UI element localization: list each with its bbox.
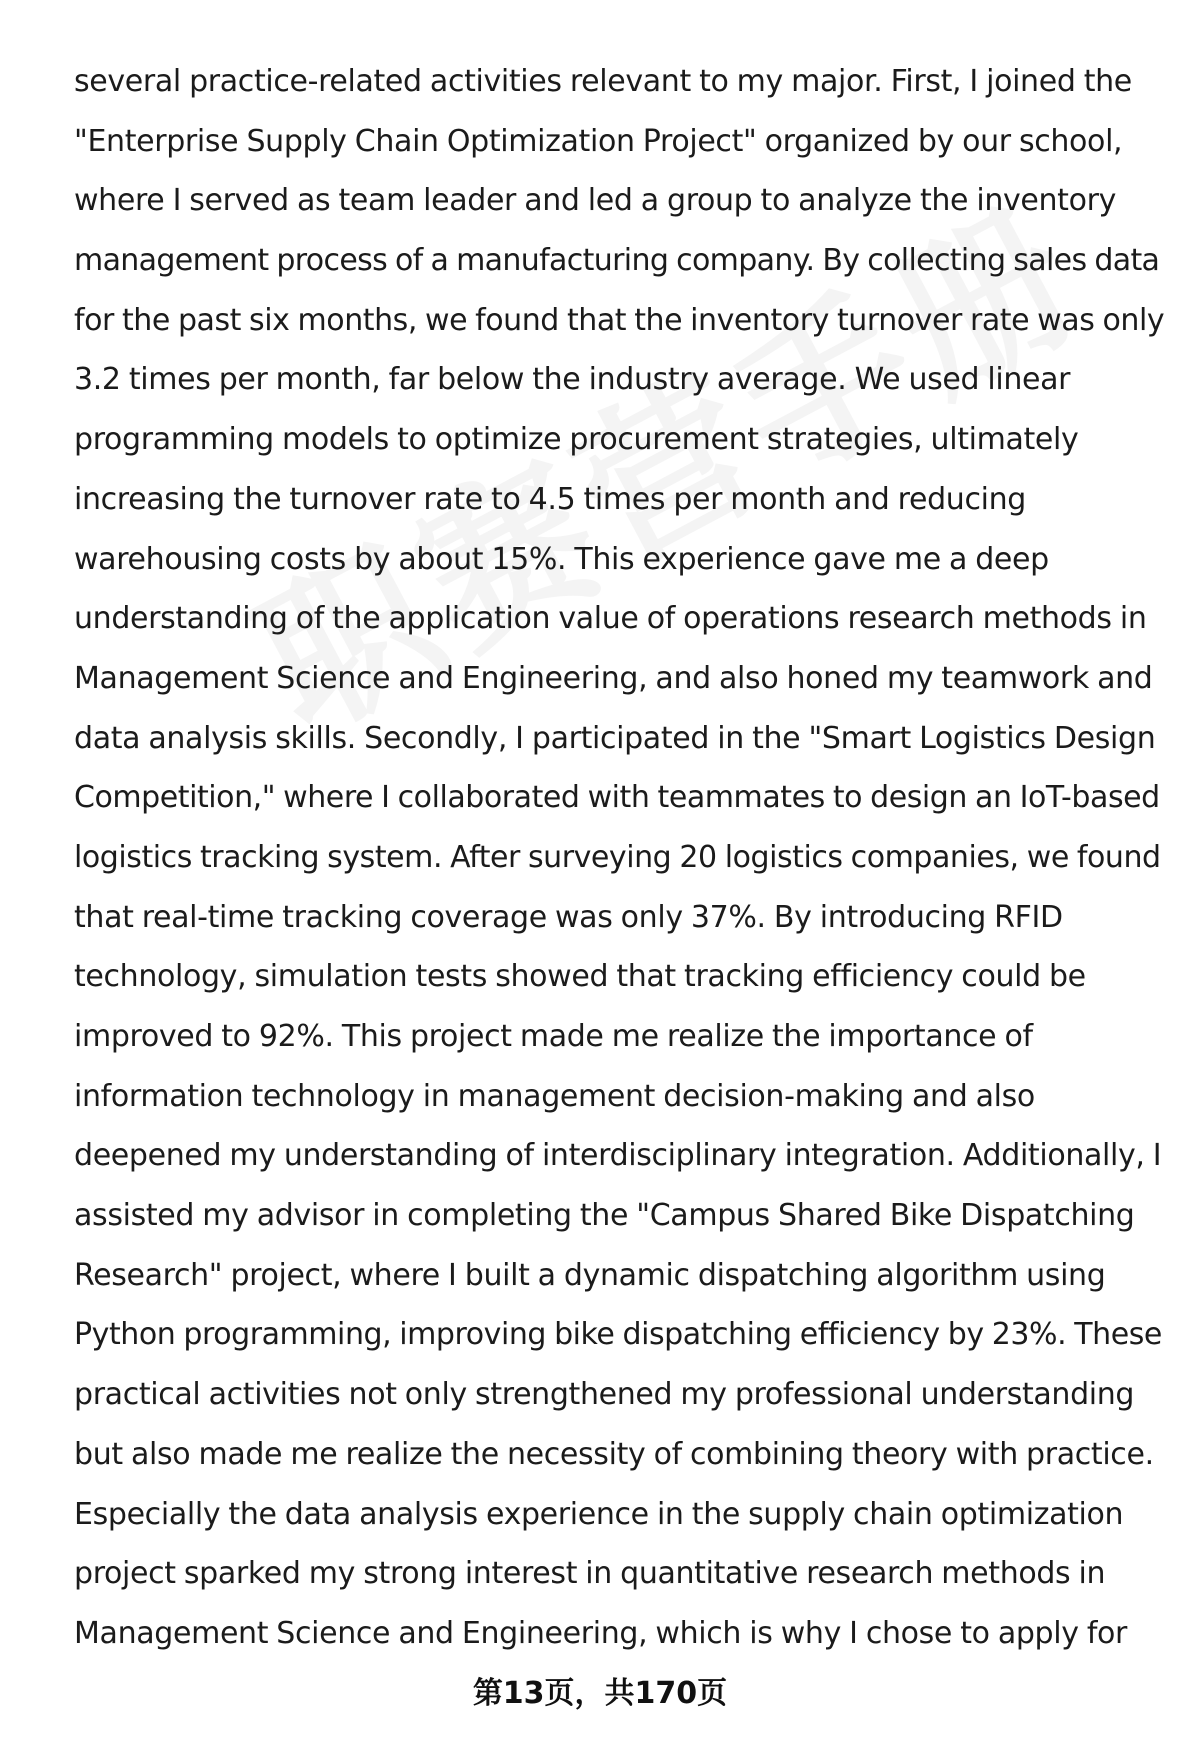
- text-line: for the past six months, we found that the inventory turnover rate was only: [74, 302, 1165, 338]
- text-line: where I served as team leader and led a group to analyze the inventory: [74, 183, 1116, 219]
- text-line: Especially the data analysis experience in the supply chain optimization: [74, 1496, 1124, 1532]
- text-line: management process of a manufacturing company. By collecting sales data: [74, 243, 1160, 279]
- text-line: Python programming, improving bike dispatching efficiency by 23%. These: [74, 1317, 1162, 1353]
- text-line: several practice-related activities relevant to my major. First, I joined the: [74, 64, 1132, 99]
- body-text: [74, 52, 1164, 1664]
- text-line: programming models to optimize procurement strategies, ultimately: [74, 422, 1079, 458]
- text-line: logistics tracking system. After surveying 20 logistics companies, we found: [74, 839, 1161, 875]
- text-line: but also made me realize the necessity of combining theory with practice.: [74, 1436, 1154, 1472]
- text-line: technology, simulation tests showed that tracking efficiency could be: [74, 959, 1086, 995]
- text-line: Management Science and Engineering, which is why I chose to apply for: [74, 1615, 1128, 1651]
- text-line: that real-time tracking coverage was only 37%. By introducing RFID: [74, 899, 1063, 935]
- page-number-footer: 第13页，共170页: [472, 1676, 728, 1711]
- text-line: increasing the turnover rate to 4.5 times per month and reducing: [74, 481, 1026, 517]
- text-line: information technology in management decision-making and also: [74, 1078, 1035, 1114]
- text-line: 3.2 times per month, far below the industry average. We used linear: [74, 362, 1071, 398]
- text-line: assisted my advisor in completing the "Campus Shared Bike Dispatching: [74, 1198, 1135, 1234]
- text-line: Competition," where I collaborated with teammates to design an IoT-based: [74, 780, 1160, 816]
- text-line: Research" project, where I built a dynamic dispatching algorithm using: [74, 1257, 1106, 1293]
- text-line: project sparked my strong interest in quantitative research methods in: [74, 1556, 1106, 1592]
- text-line: understanding of the application value of operations research methods in: [74, 601, 1147, 637]
- text-line: data analysis skills. Secondly, I participated in the "Smart Logistics Design: [74, 720, 1156, 756]
- text-line: Management Science and Engineering, and also honed my teamwork and: [74, 660, 1153, 696]
- text-line: warehousing costs by about 15%. This experience gave me a deep: [74, 541, 1049, 577]
- text-line: practical activities not only strengthened my professional understanding: [74, 1377, 1135, 1413]
- text-line: improved to 92%. This project made me realize the importance of: [74, 1019, 1033, 1054]
- text-line: "Enterprise Supply Chain Optimization Project" organized by our school,: [74, 123, 1123, 159]
- text-line: deepened my understanding of interdisciplinary integration. Additionally, I: [74, 1138, 1162, 1174]
